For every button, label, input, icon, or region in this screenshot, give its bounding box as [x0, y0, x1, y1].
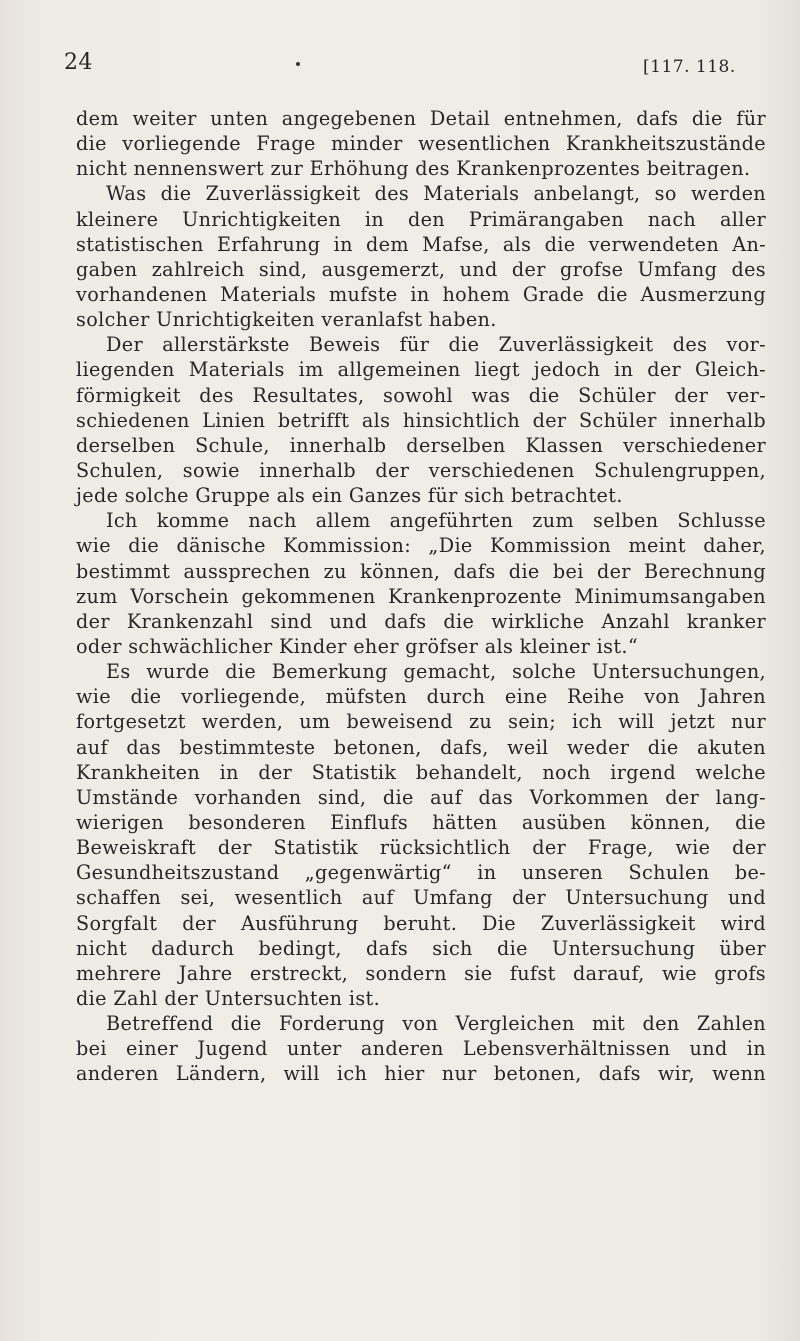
text-line: wierigen besonderen Einflufs hätten ausüben können, die [76, 810, 766, 834]
text-line: nicht nennenswert zur Erhöhung des Krankenprozentes beitragen. [76, 157, 751, 181]
text-line: die vorliegende Frage minder wesentlichen Krankheitszustände [76, 132, 766, 156]
text-line: Krankheiten in der Statistik behandelt, noch irgend welche [76, 760, 766, 784]
text-line: bestimmt aussprechen zu können, dafs die bei der Berechnung [76, 559, 766, 583]
body-text [76, 106, 766, 1086]
text-line: Schulen, sowie innerhalb der verschiedenen Schulengruppen, [76, 458, 766, 482]
text-line: Sorgfalt der Ausführung beruht. Die Zuverlässigkeit wird [76, 911, 766, 935]
text-line: Was die Zuverlässigkeit des Materials anbelangt, so werden [106, 182, 766, 206]
page-number: 24 [64, 50, 93, 75]
text-line: solcher Unrichtigkeiten veranlafst haben. [76, 308, 497, 332]
text-line: auf das bestimmteste betonen, dafs, weil weder die akuten [76, 735, 766, 759]
text-line: mehrere Jahre erstreckt, sondern sie fufst darauf, wie grofs [76, 961, 766, 985]
text-line: dem weiter unten angegebenen Detail entnehmen, dafs die für [76, 107, 766, 130]
text-line: Betreffend die Forderung von Vergleichen mit den Zahlen [106, 1012, 766, 1036]
text-line: anderen Ländern, will ich hier nur betonen, dafs wir, wenn [76, 1062, 766, 1086]
text-line: förmigkeit des Resultates, sowohl was die Schüler der ver- [76, 383, 766, 407]
text-line: jede solche Gruppe als ein Ganzes für sich betrachtet. [76, 484, 623, 508]
text-line: gaben zahlreich sind, ausgemerzt, und der grofse Umfang des [76, 257, 766, 281]
text-line: bei einer Jugend unter anderen Lebensverhältnissen und in [76, 1037, 766, 1061]
text-line: Beweiskraft der Statistik rücksichtlich der Frage, wie der [76, 836, 766, 860]
text-line: Umstände vorhanden sind, die auf das Vorkommen der lang- [76, 785, 766, 809]
text-line: schaffen sei, wesentlich auf Umfang der Untersuchung und [76, 886, 766, 910]
text-line: der Krankenzahl sind und dafs die wirkliche Anzahl kranker [76, 609, 766, 633]
text-line: fortgesetzt werden, um beweisend zu sein; ich will jetzt nur [76, 710, 766, 734]
text-line: nicht dadurch bedingt, dafs sich die Untersuchung über [76, 936, 766, 960]
text-line: Der allerstärkste Beweis für die Zuverlässigkeit des vor- [106, 333, 766, 357]
sheet-reference: [117. 118. [643, 57, 736, 77]
text-line: die Zahl der Untersuchten ist. [76, 986, 381, 1010]
text-line: liegenden Materials im allgemeinen liegt jedoch in der Gleich- [76, 358, 766, 382]
text-line: oder schwächlicher Kinder eher gröfser als kleiner ist.“ [76, 634, 639, 658]
text-line: statistischen Erfahrung in dem Mafse, als die verwendeten An- [76, 232, 766, 256]
text-line: Gesundheitszustand „gegenwärtig“ in unseren Schulen be- [76, 861, 766, 885]
text-line: wie die dänische Kommission: „Die Kommission meint daher, [76, 534, 766, 558]
text-line: wie die vorliegende, müfsten durch eine Reihe von Jahren [76, 685, 766, 709]
text-line: Ich komme nach allem angeführten zum selben Schlusse [106, 509, 766, 533]
text-line: zum Vorschein gekommenen Krankenprozente Minimumsangaben [76, 584, 766, 608]
text-line: Es wurde die Bemerkung gemacht, solche Untersuchungen, [106, 660, 766, 684]
text-line: vorhandenen Materials mufste in hohem Grade die Ausmerzung [76, 282, 766, 306]
text-line: derselben Schule, innerhalb derselben Klassen verschiedener [76, 433, 766, 457]
text-line: kleinere Unrichtigkeiten in den Primärangaben nach aller [76, 207, 766, 231]
text-line: schiedenen Linien betrifft als hinsichtlich der Schüler innerhalb [76, 408, 766, 432]
print-speck [296, 62, 300, 66]
